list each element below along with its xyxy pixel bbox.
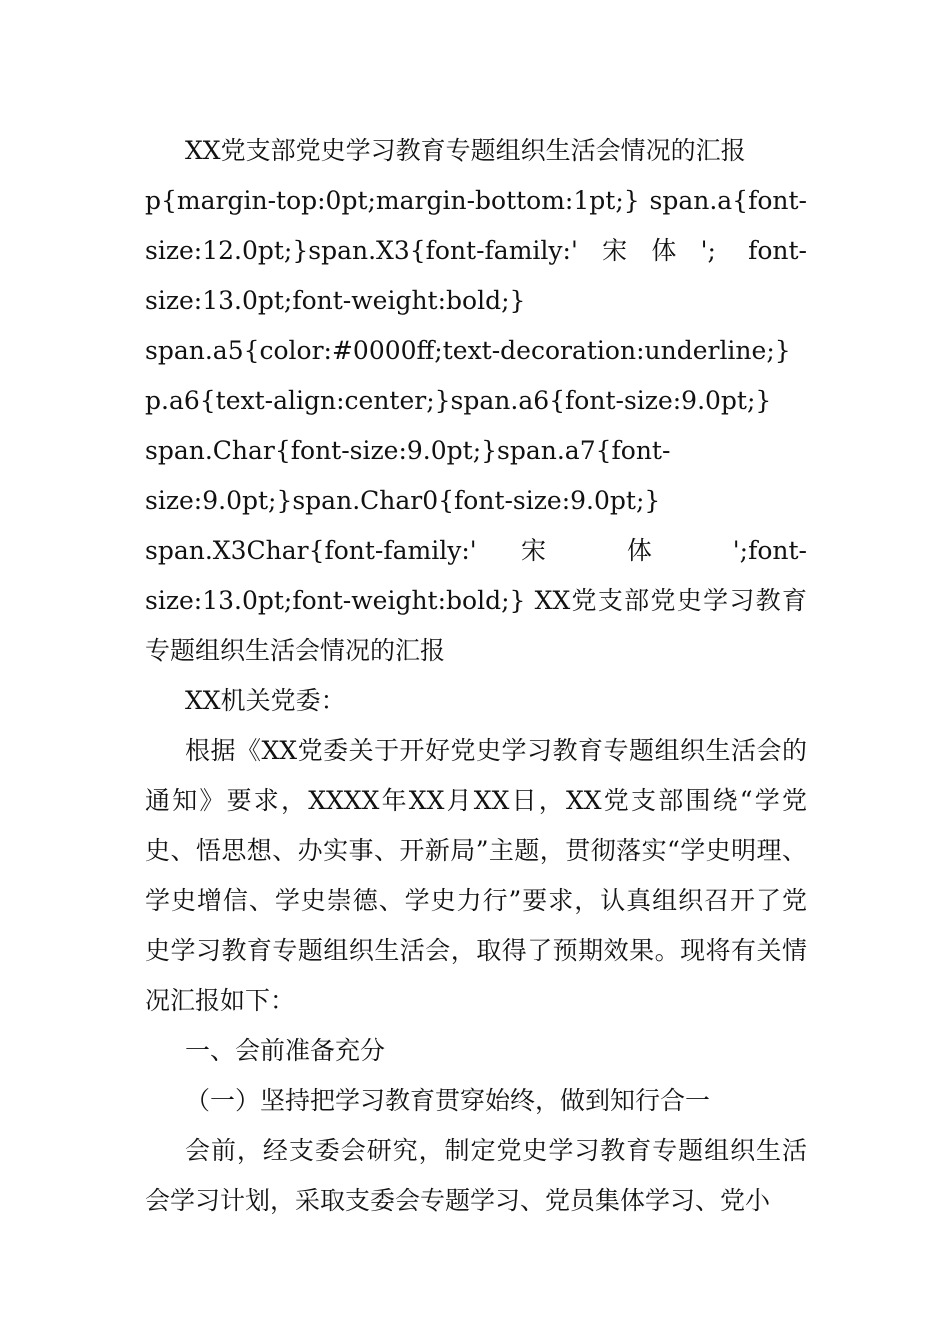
intro-paragraph: 根据《XX党委关于开好党史学习教育专题组织生活会的通知》要求，XXXX年XX月XX日，XX党支部围绕“学党史、悟思想、办实事、开新局”主题，贯彻落实“学史明理、学史增信、学史崇德、学史力行”要求，认真组织召开了党史学习教育专题组织生活会，取得了预期效果。现将有关情况汇报如下：	[145, 736, 807, 1015]
document-title: XX党支部党史学习教育专题组织生活会情况的汇报	[185, 136, 746, 165]
section-heading: 一、会前准备充分	[185, 1036, 386, 1065]
body-paragraph: 会前，经支委会研究，制定党史学习教育专题组织生活会学习计划，采取支委会专题学习、党员集体学习、党小	[145, 1136, 807, 1215]
document-page	[145, 126, 807, 1226]
subsection-heading: （一）坚持把学习教育贯穿始终，做到知行合一	[185, 1086, 711, 1115]
addressee: XX机关党委：	[185, 686, 346, 715]
embedded-css-text: p{margin-top:0pt;margin-bottom:1pt;} span.a{font-size:12.0pt;}span.X3{font-family:'宋体'; font-size:13.0pt;font-weight:bold;} span.a5{color:#0000ff;text-decoration:underline;} p.a6{text-align:center;}span.a6{font-size:9.0pt;} span.Char{font-size:9.0pt;}span.a7{font-size:9.0pt;}span.Char0{font-size:9.0pt;} span.X3Char{font-family:' 宋 体 ';font-size:13.0pt;font-weight:bold;} XX党支部党史学习教育专题组织生活会情况的汇报	[145, 186, 807, 665]
